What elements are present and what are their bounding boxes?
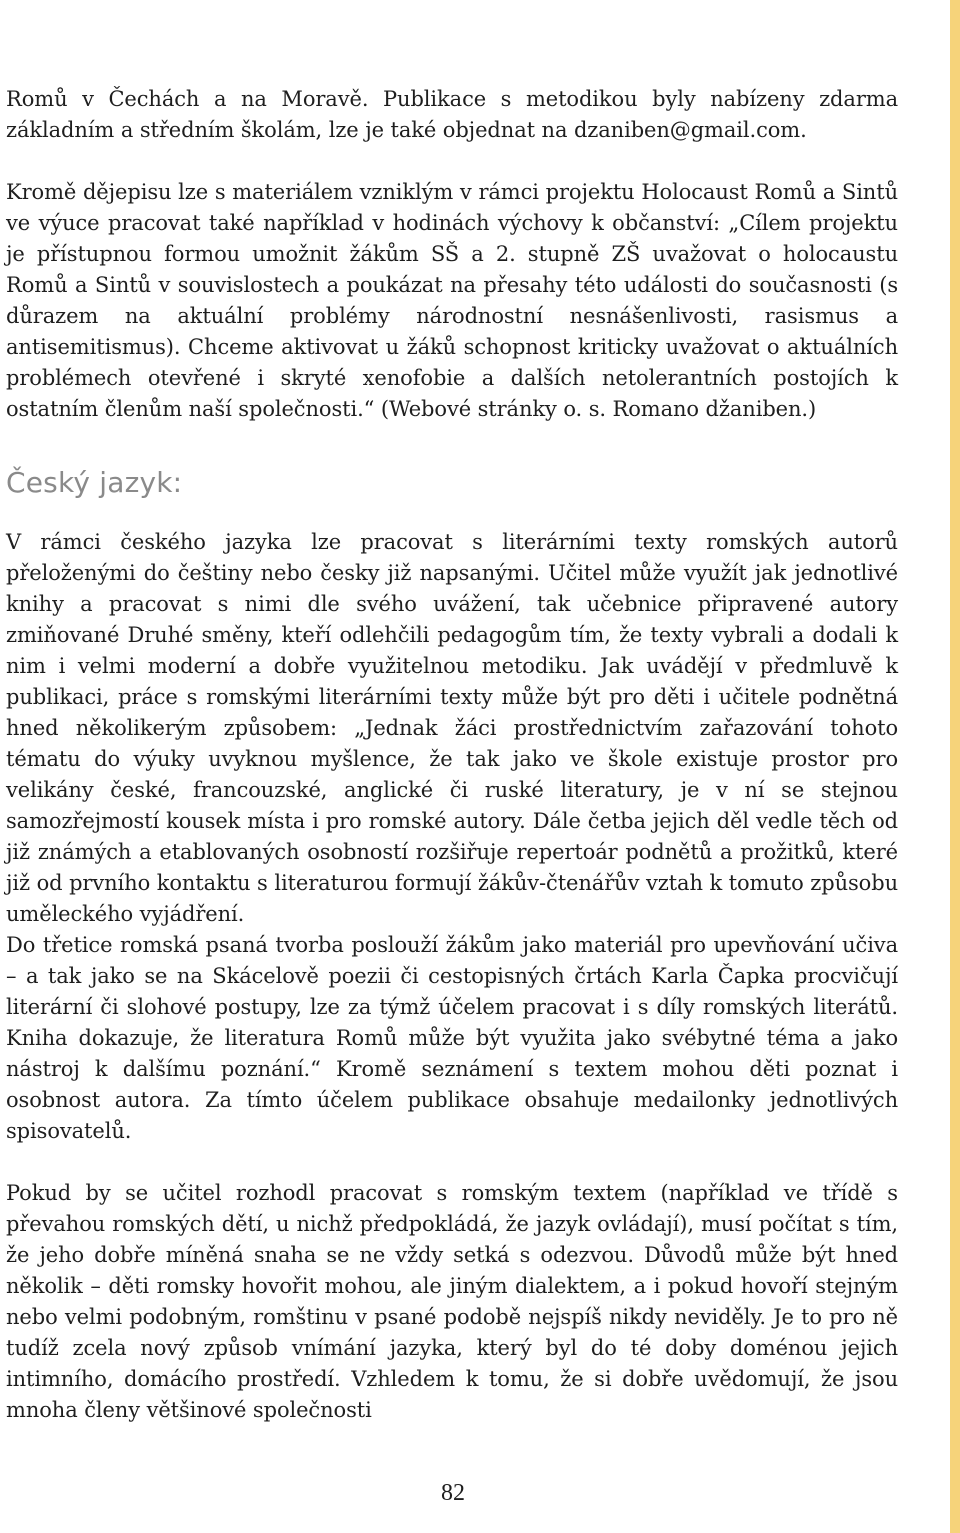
- paragraph-civics: Kromě dějepisu lze s materiálem vzniklým v rámci projektu Holocaust Romů a Sintů ve výuce pracovat také například v hodinách výchovy k občanství: „Cílem projektu je přístupnou formou umožnit žákům SŠ a 2. stupně ZŠ uvažovat o holocaustu Romů a Sintů v souvislostech a poukázat na přesahy této události do současnosti (s důrazem na aktuální problémy národnostní nesnášenlivosti, rasismus a antisemitismus). Chceme aktivovat u žáků schopnost kriticky uvažovat o aktuálních problémech otevřené i skryté xenofobie a dalších netolerantních postojích k ostatním členům naší společnosti.“ (Webové stránky o. s. Romano džaniben.): [6, 180, 898, 421]
- paragraph-gap: [6, 146, 898, 177]
- paragraph-intro: Romů v Čechách a na Moravě. Publikace s metodikou byly nabízeny zdarma základním a středním školám, lze je také objednat na dzaniben@gmail.com.: [6, 87, 898, 142]
- page-number: 82: [441, 1480, 465, 1506]
- paragraph-czech-language: V rámci českého jazyka lze pracovat s literárními texty romských autorů přeloženými do češtiny nebo česky již napsanými. Učitel může využít jak jednotlivé knihy a pracovat s nimi dle svého uvážení, tak učebnice připravené autory zmiňované Druhé směny, kteří odlehčili pedagogům tím, že texty vybrali a dodali k nim i velmi moderní a dobře využitelnou metodiku. Jak uvádějí v předmluvě k publikaci, práce s romskými literárními texty může být pro děti i učitele podnětná hned několikerým způsobem: „Jednak žáci prostřednictvím zařazování tohoto tématu do výuky uvyknou myšlence, že tak jako ve škole existuje prostor pro velikány české, francouzské, anglické či ruské literatury, je v ní se stejnou samozřejmostí kousek místa i pro romské autory. Dále četba jejich děl vedle těch od již známých a etablovaných osobností rozšiřuje repertoár podnětů a prožitků, které již od prvního kontaktu s literaturou formují žákův-čtenářův vztah k tomuto způsobu uměleckého vyjádření.: [6, 530, 898, 926]
- section-gap: [6, 425, 898, 463]
- section-heading-czech-language: Český jazyk:: [6, 466, 183, 499]
- paragraph-romani-text: Pokud by se učitel rozhodl pracovat s romským textem (například ve třídě s převahou romských dětí, u nichž předpokládá, že jazyk ovládají), musí počítat s tím, že jeho dobře míněná snaha se ne vždy setká s odezvou. Důvodů může být hned několik – děti romsky hovořit mohou, ale jiným dialektem, a i pokud hovoří stejným nebo velmi podobným, romštinu v psané podobě nejspíš nikdy neviděly. Je to pro ně tudíž zcela nový způsob vnímání jazyka, který byl do té doby doménou jejich intimního, domácího prostředí. Vzhledem k tomu, že si dobře uvědomují, že jsou mnoha členy většinové společnosti: [6, 1181, 898, 1422]
- paragraph-literature-usage: Do třetice romská psaná tvorba poslouží žákům jako materiál pro upevňování učiva – a tak jako se na Skácelově poezii či cestopisných črtách Karla Čapka procvičují literární či slohové postupy, lze za týmž účelem pracovat i s díly romských literátů. Kniha dokazuje, že literatura Romů může být využita jako svébytné téma a jako nástroj k dalšímu poznání.“ Kromě seznámení s textem mohou děti poznat i osobnost autora. Za tímto účelem publikace obsahuje medailonky jednotlivých spisovatelů.: [6, 933, 898, 1143]
- heading-gap: [6, 503, 898, 527]
- page-body: [6, 84, 898, 1426]
- paragraph-gap: [6, 1147, 898, 1178]
- side-accent-stripe: [950, 0, 960, 1533]
